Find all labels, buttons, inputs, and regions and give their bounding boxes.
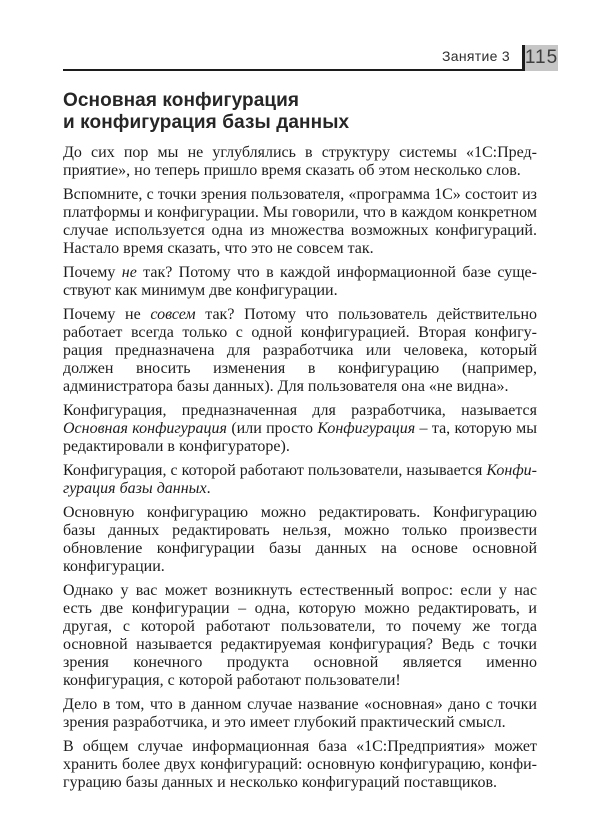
text-run: До сих пор мы не углублялись в структуру системы «1С:Предприятие», но теперь пришло время сказать об этом несколько слов. — [63, 144, 537, 179]
page-number: 115 — [524, 47, 559, 68]
text-run: Дело в том, что в данном случае название «основная» дано с точки зрения разработчика, и это имеет глубокий практический смысл. — [63, 696, 537, 731]
text-run: Конфигурация, предназначенная для разработчика, называется — [63, 402, 537, 419]
text-run: так? Потому что пользователь действительно работает всегда только с одной конфигурацией. Вторая конфигурация предназначена для разработчика или человека, который должен вносить изменения в конфигурацию (например, администратора базы данных). Для пользователя она «не видна». — [63, 306, 538, 395]
text-run: В общем случае информационная база «1С:Предприятия» может хранить более двух конфигураций: основную конфигурацию, конфигурацию базы данных и несколько конфигураций поставщиков. — [63, 738, 537, 791]
text-run: Конфигурация, с которой работают пользователи, называется — [63, 462, 487, 479]
section-title-line1: Основная конфигурация — [63, 90, 300, 111]
paragraph — [63, 264, 537, 300]
text-run: Однако у вас может возникнуть естественный вопрос: если у нас есть две конфигурации – одна, которую можно редактировать, и другая, с которой работают пользователи, то почему же тогда основной называется редактируемая конфигурация? Ведь с точки зрения конечного продукта основной является именно конфигурация, с которой работают пользователи! — [63, 582, 537, 689]
section-title-line2: и конфигурация базы данных — [63, 112, 350, 133]
paragraph — [63, 462, 537, 498]
text-run: так? Потому что в каждой информационной базе существуют как минимум две конфигурации. — [63, 264, 537, 299]
paragraph — [63, 738, 537, 792]
text-run: (или просто — [227, 420, 318, 437]
text-run-italic: совсем — [150, 306, 196, 323]
paragraph — [63, 504, 537, 576]
section-title — [63, 90, 537, 134]
paragraph — [63, 696, 537, 732]
text-run: Основную конфигурацию можно редактировать. Конфигурацию базы данных редактировать нельзя, можно только произвести обновление конфигурации базы данных на основе основной конфигурации. — [63, 504, 537, 575]
text-run: Почему — [63, 264, 122, 281]
body-text — [63, 144, 537, 792]
paragraph — [63, 402, 537, 456]
text-run: . — [206, 480, 211, 497]
paragraph — [63, 186, 537, 258]
text-run-italic: не — [121, 264, 137, 281]
text-run: – та, которую мы редактировали в конфигураторе). — [63, 420, 538, 455]
paragraph — [63, 144, 537, 180]
text-run-italic: Основная конфигурация — [63, 420, 227, 437]
paragraph — [63, 582, 537, 690]
page-header — [63, 0, 559, 72]
text-run-italic: Конфигурация базы данных — [63, 462, 537, 497]
text-run: Почему не — [63, 306, 151, 323]
paragraph — [63, 306, 537, 396]
text-run-italic: Конфигурация — [317, 420, 416, 437]
header-rule — [63, 69, 522, 71]
text-run: Вспомните, с точки зрения пользователя, «программа 1С» состоит из платформы и конфигурации. Мы говорили, что в каждом конкретном случае используется одна из множества возможных конфигураций. Настало время сказать, что это не совсем так. — [63, 186, 537, 257]
running-head: Занятие 3 — [442, 48, 510, 64]
page-number-box — [522, 45, 558, 71]
